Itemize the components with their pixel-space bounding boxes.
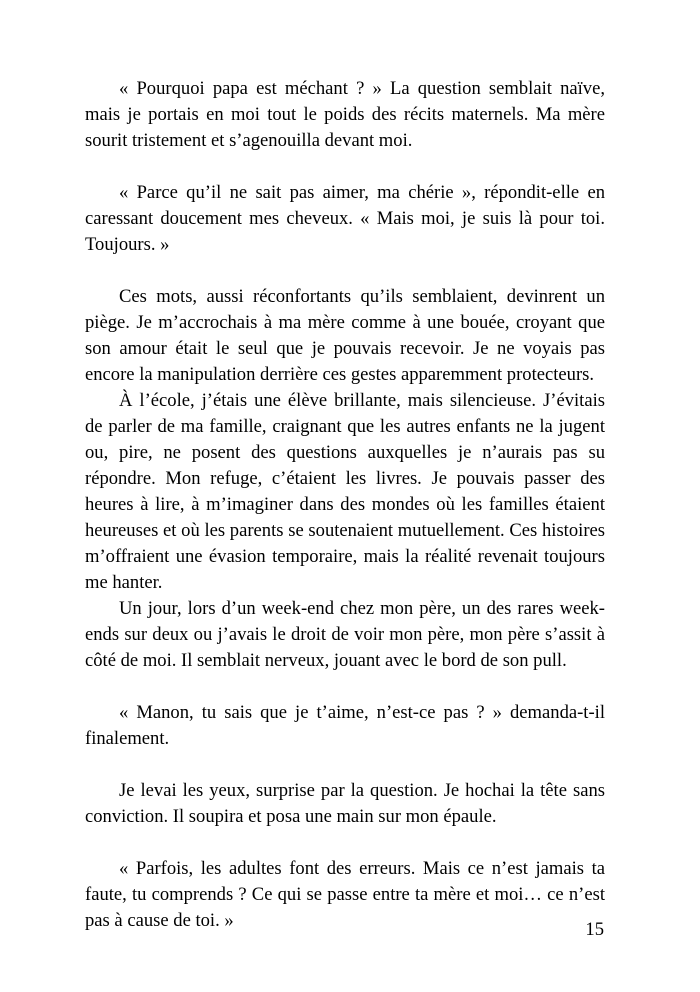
page-number: 15 <box>585 919 604 940</box>
paragraph-7: Je levai les yeux, surprise par la question. Je hochai la tête sans conviction. Il soupira et posa une main sur mon épaule. <box>85 780 605 827</box>
paragraph-5: Un jour, lors d’un week-end chez mon père, un des rares week-ends sur deux ou j’avais le droit de voir mon père, mon père s’assit à côté de moi. Il semblait nerveux, jouant avec le bord de son pull. <box>85 598 605 671</box>
paragraph-8: « Parfois, les adultes font des erreurs. Mais ce n’est jamais ta faute, tu comprends ? Ce qui se passe entre ta mère et moi… ce n’est pas à cause de toi. » <box>85 858 605 931</box>
paragraph-6: « Manon, tu sais que je t’aime, n’est-ce pas ? » demanda-t-il finalement. <box>85 702 605 749</box>
paragraph-1: « Pourquoi papa est méchant ? » La question semblait naïve, mais je portais en moi tout le poids des récits maternels. Ma mère sourit tristement et s’agenouilla devant moi. <box>85 78 605 151</box>
body-text <box>85 76 605 934</box>
paragraph-4: À l’école, j’étais une élève brillante, mais silencieuse. J’évitais de parler de ma famille, craignant que les autres enfants ne la jugent ou, pire, ne posent des questions auxquelles je n’aurais pas su répondre. Mon refuge, c’étaient les livres. Je pouvais passer des heures à lire, à m’imaginer dans des mondes où les familles étaient heureuses et où les parents se soutenaient mutuellement. Ces histoires m’offraient une évasion temporaire, mais la réalité revenait toujours me hanter. <box>85 390 605 593</box>
paragraph-2: « Parce qu’il ne sait pas aimer, ma chérie », répondit-elle en caressant doucement mes cheveux. « Mais moi, je suis là pour toi. Toujours. » <box>85 182 605 255</box>
paragraph-3: Ces mots, aussi réconfortants qu’ils semblaient, devinrent un piège. Je m’accrochais à ma mère comme à une bouée, croyant que son amour était le seul que je pouvais recevoir. Je ne voyais pas encore la manipulation derrière ces gestes apparemment protecteurs. <box>85 286 605 385</box>
